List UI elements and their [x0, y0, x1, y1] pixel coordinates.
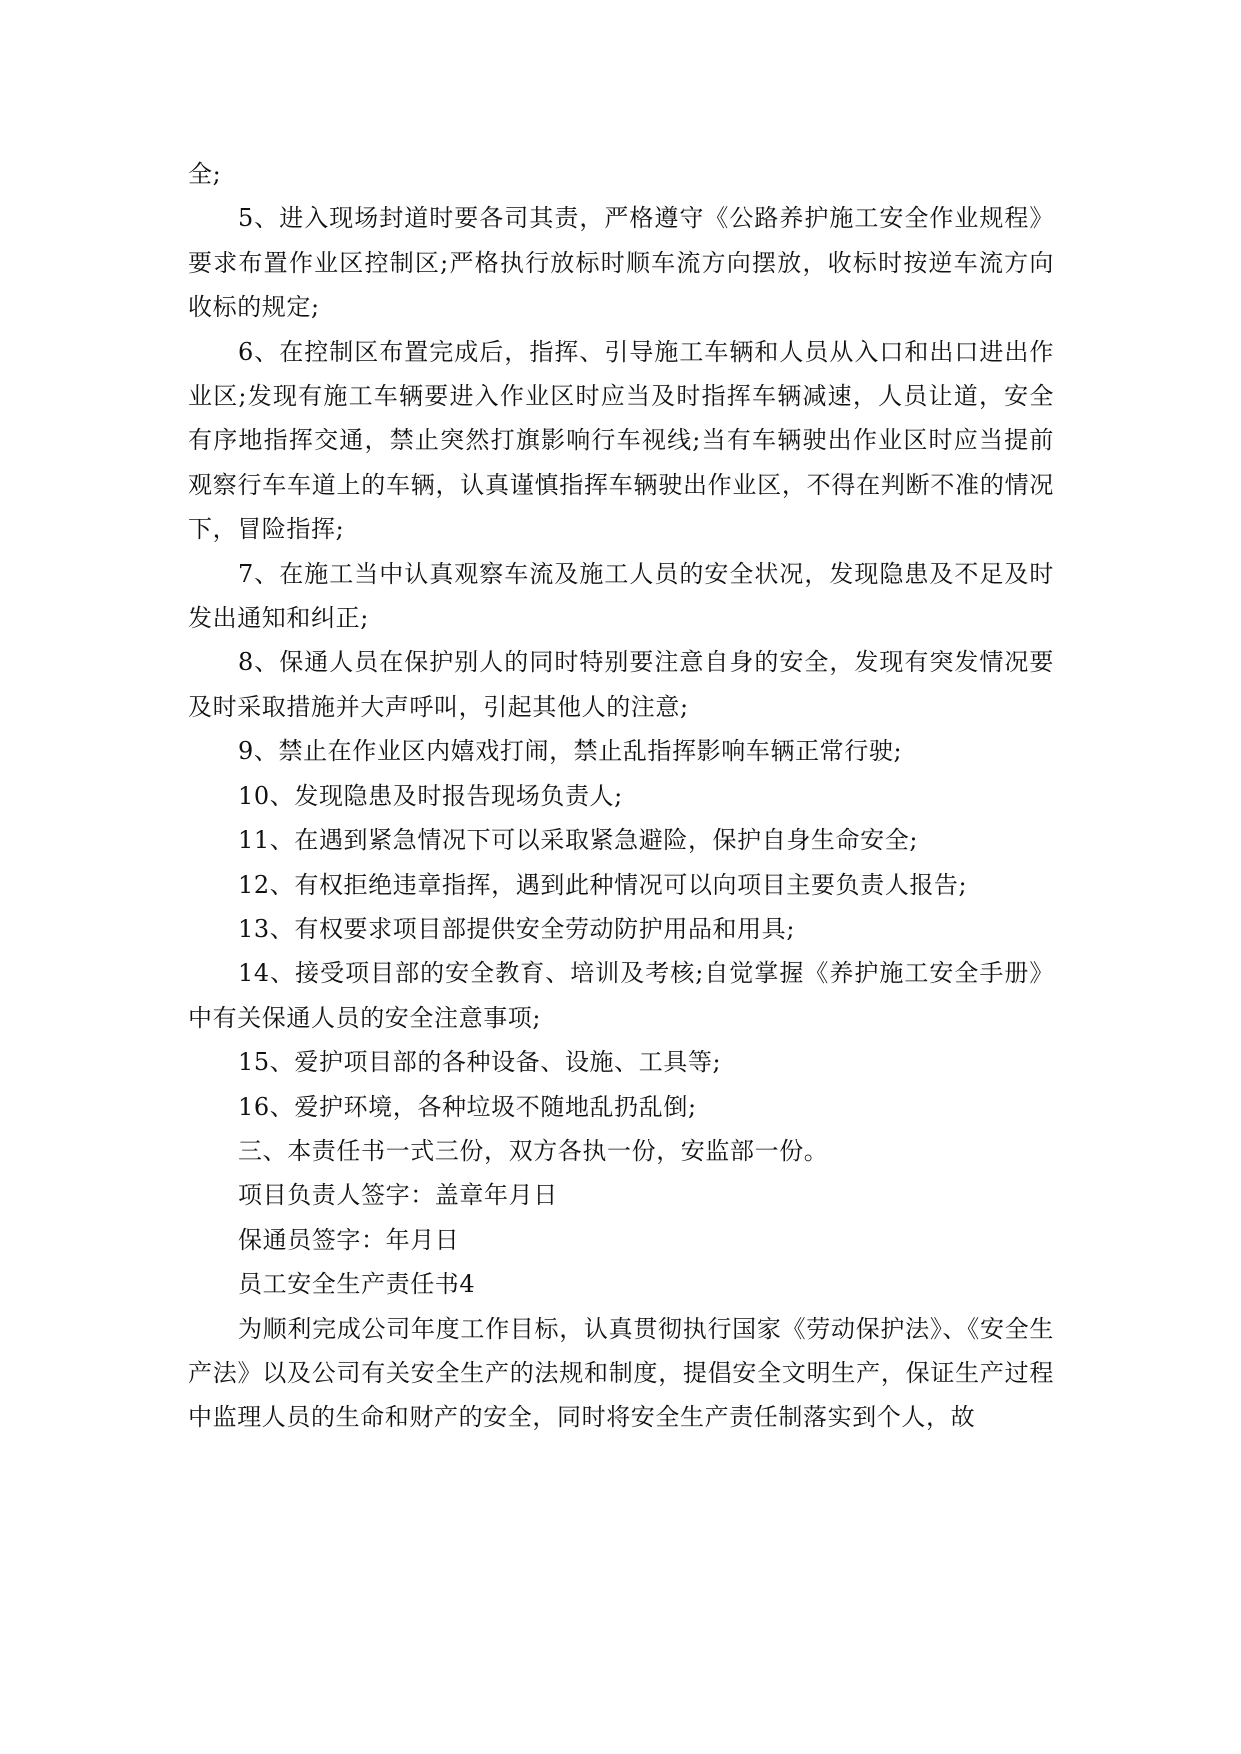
- paragraph-12: 15、爱护项目部的各种设备、设施、工具等;: [238, 1048, 722, 1077]
- paragraph-8: 11、在遇到紧急情况下可以采取紧急避险，保护自身生命安全;: [238, 826, 919, 855]
- paragraph-11: 14、接受项目部的安全教育、培训及考核;自觉掌握《养护施工安全手册》中有关保通人员的安全注意事项;: [188, 959, 1054, 1032]
- signature-line-project-lead: 项目负责人签字：盖章年月日: [238, 1181, 558, 1210]
- paragraph-5: 8、保通人员在保护别人的同时特别要注意自身的安全，发现有突发情况要及时采取措施并大声呼叫，引起其他人的注意;: [188, 648, 1054, 721]
- document-body: [188, 152, 1054, 1440]
- paragraph-13: 16、爱护环境，各种垃圾不随地乱扔乱倒;: [238, 1092, 697, 1121]
- paragraph-4: 7、在施工当中认真观察车流及施工人员的安全状况，发现隐患及不足及时发出通知和纠正;: [188, 559, 1054, 633]
- paragraph-7: 10、发现隐患及时报告现场负责人;: [238, 781, 623, 810]
- paragraph-intro: 为顺利完成公司年度工作目标，认真贯彻执行国家《劳动保护法》、《安全生产法》以及公司有关安全生产的法规和制度，提倡安全文明生产，保证生产过程中监理人员的生命和财产的安全，同时将安全生产责任制落实到个人，故: [188, 1314, 1054, 1432]
- paragraph-9: 12、有权拒绝违章指挥，遇到此种情况可以向项目主要负责人报告;: [238, 870, 968, 899]
- paragraph-1: 全;: [188, 160, 222, 188]
- paragraph-6: 9、禁止在作业区内嬉戏打闹，禁止乱指挥影响车辆正常行驶;: [238, 737, 903, 766]
- paragraph-2: 5、进入现场封道时要各司其责，严格遵守《公路养护施工安全作业规程》要求布置作业区控制区;严格执行放标时顺车流方向摆放，收标时按逆车流方向收标的规定;: [188, 204, 1054, 322]
- signature-line-staff: 保通员签字：年月日: [238, 1225, 460, 1254]
- paragraph-14: 三、本责任书一式三份，双方各执一份，安监部一份。: [238, 1136, 829, 1165]
- section-heading: 员工安全生产责任书4: [238, 1270, 476, 1299]
- paragraph-3: 6、在控制区布置完成后，指挥、引导施工车辆和人员从入口和出口进出作业区;发现有施工车辆要进入作业区时应当及时指挥车辆减速，人员让道，安全有序地指挥交通，禁止突然打旗影响行车视线;当有车辆驶出作业区时应当提前观察行车车道上的车辆，认真谨慎指挥车辆驶出作业区，不得在判断不准的情况下，冒险指挥;: [188, 337, 1054, 544]
- paragraph-10: 13、有权要求项目部提供安全劳动防护用品和用具;: [238, 914, 796, 943]
